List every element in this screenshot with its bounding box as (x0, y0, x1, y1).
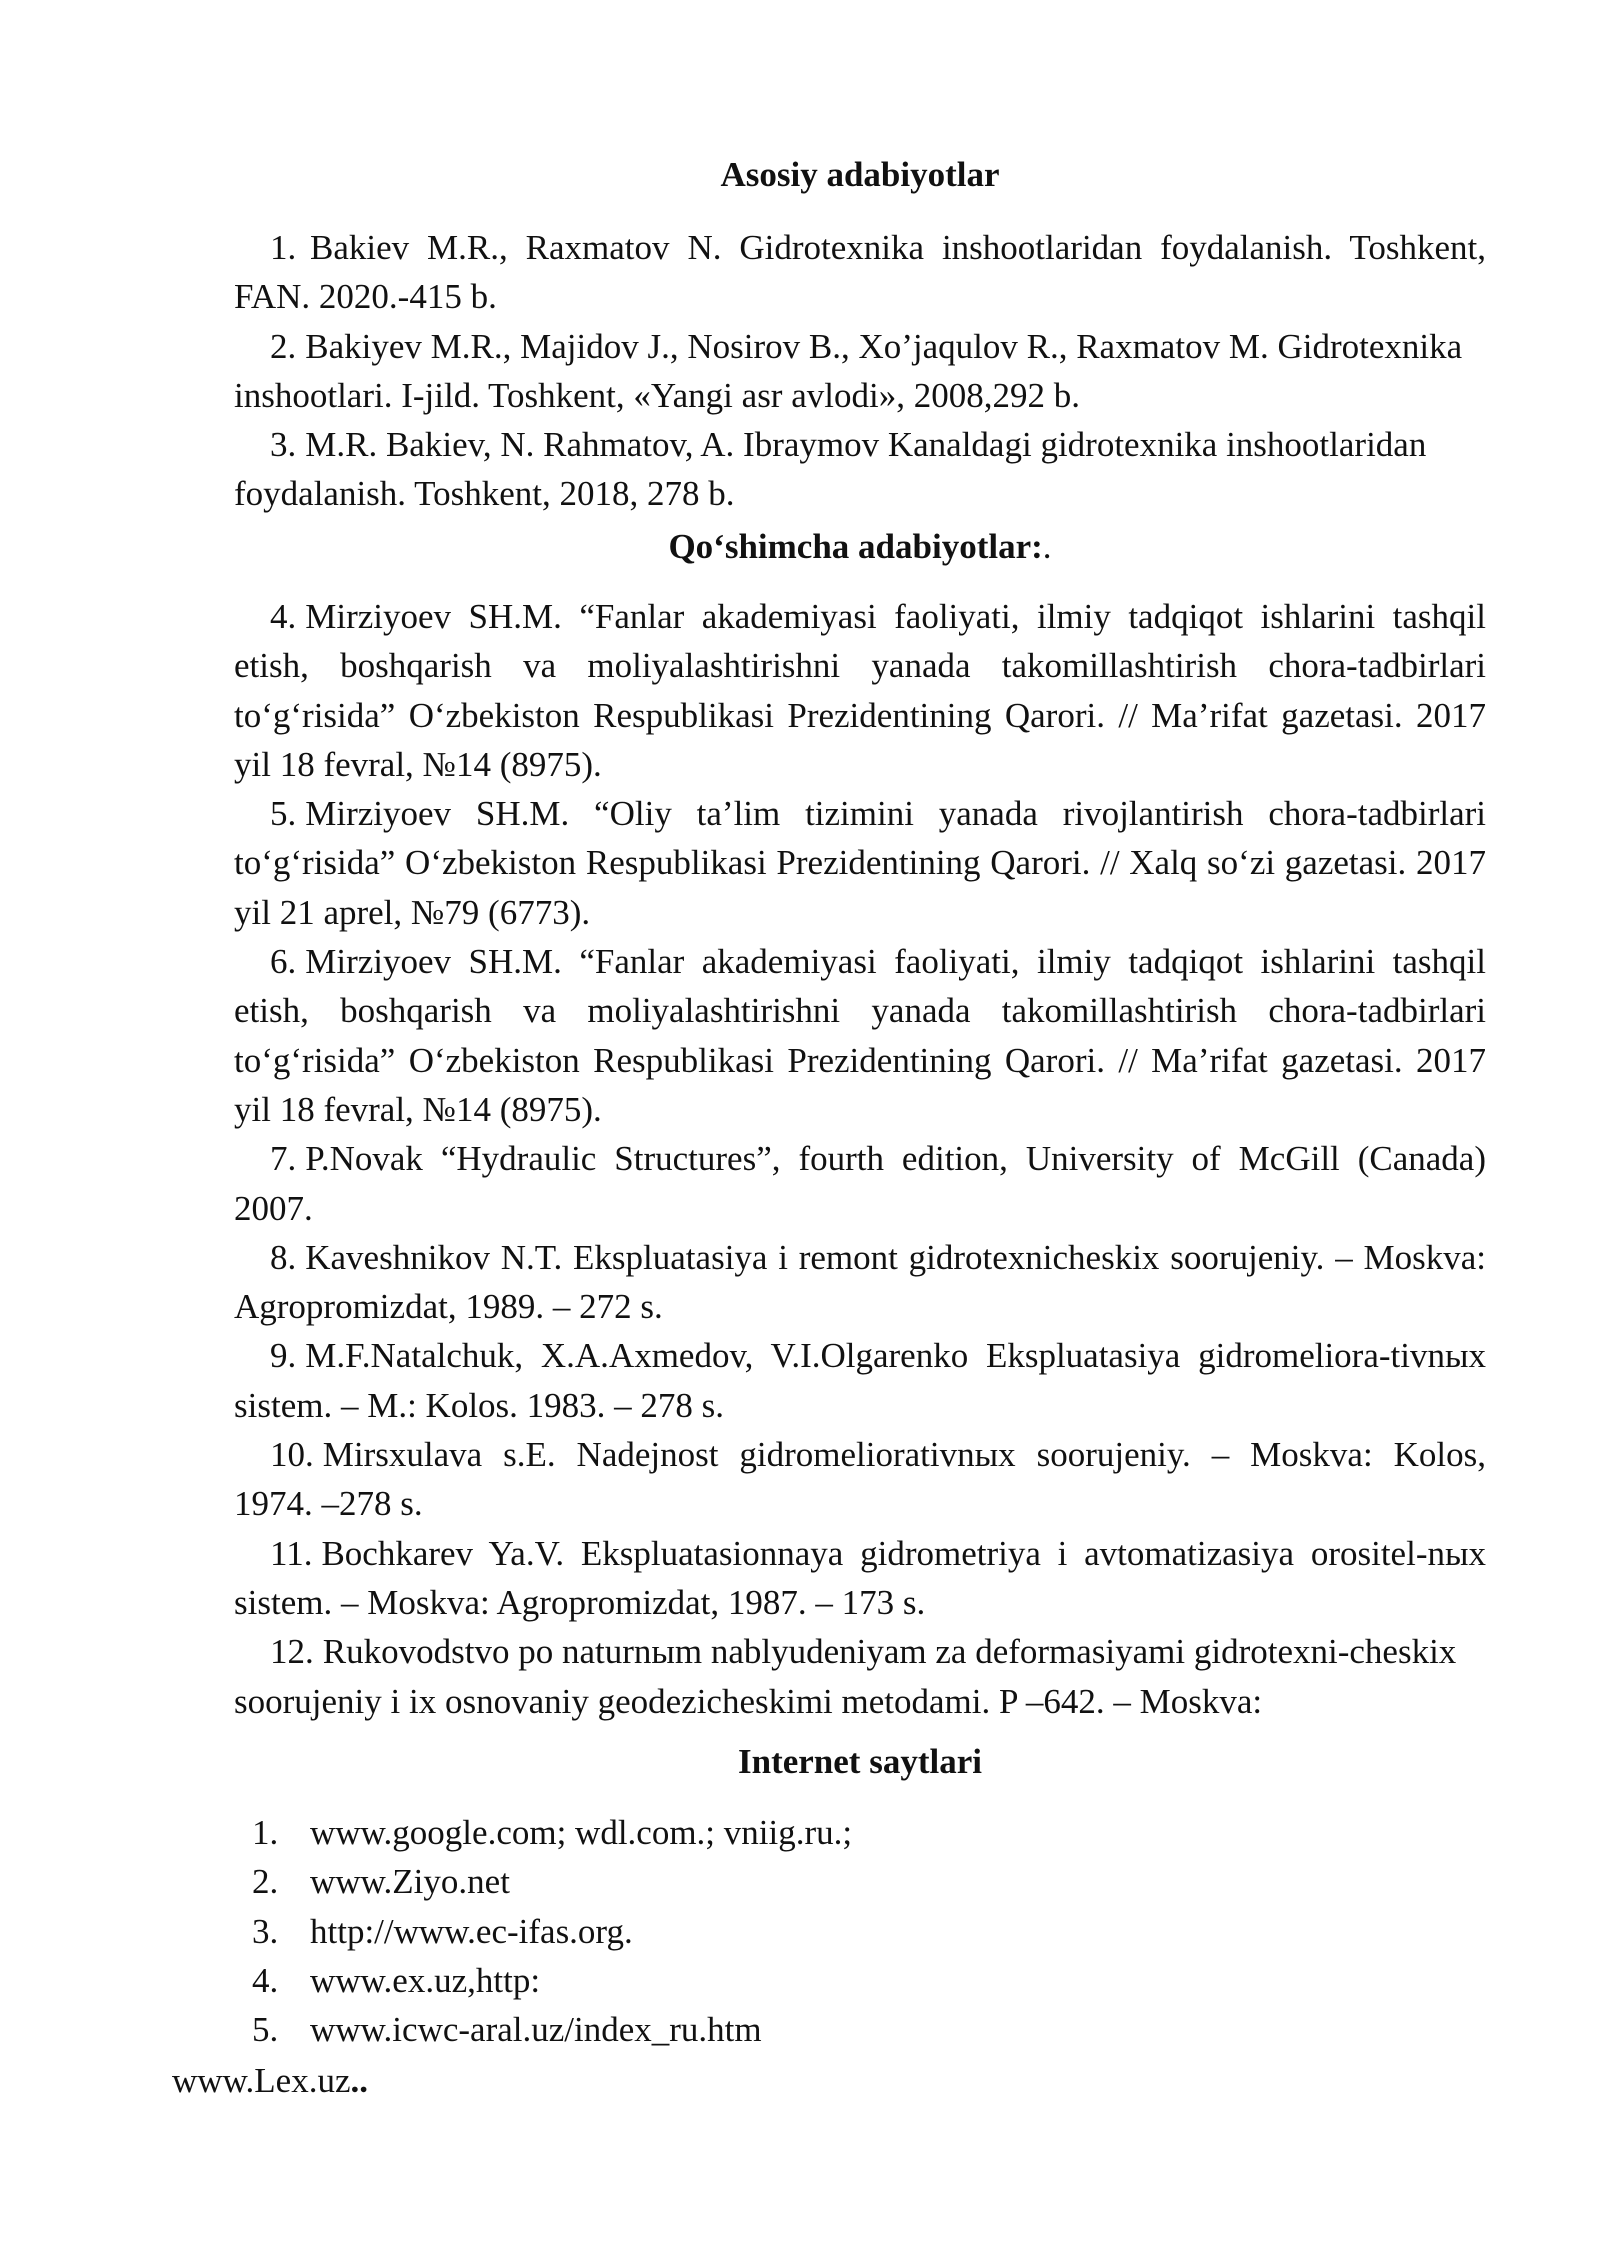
reference-item (234, 937, 1486, 1134)
reference-number: 11. (270, 1533, 313, 1573)
reference-item (234, 1627, 1486, 1726)
site-number: 5. (252, 2010, 279, 2050)
reference-text: Kaveshnikov N.T. Ekspluatasiya i remont gidrotexnicheskix soorujeniy. – Moskva: Agropromizdat, 1989. – 272 s. (234, 1237, 1486, 1327)
internet-site-item (252, 1907, 852, 1956)
reference-item (234, 223, 1486, 322)
site-address: www.google.com; wdl.com.; vniig.ru.; (310, 1813, 853, 1852)
reference-item (234, 592, 1486, 789)
reference-item (234, 322, 1486, 421)
reference-number: 10. (270, 1435, 314, 1475)
reference-number: 4. (270, 597, 297, 636)
reference-text: Bakiyev M.R., Majidov J., Nosirov B., Xo’jaqulov R., Raxmatov M. Gidrotexnika inshootlari. I-jild. Toshkent, «Yangi asr avlodi», 2008,292 b. (234, 326, 1463, 415)
reference-text: P.Novak “Hydraulic Structures”, fourth edition, University of McGill (Canada) 2007. (234, 1139, 1486, 1228)
reference-item (234, 1134, 1486, 1233)
internet-sites-heading: Internet saytlari (738, 1742, 982, 1781)
reference-item (234, 420, 1486, 519)
reference-number: 1. (270, 228, 297, 267)
internet-sites-list (252, 1808, 852, 2054)
reference-number: 3. (270, 425, 297, 465)
reference-text: Mirsxulava s.E. Nadejnost gidromeliorativnыx soorujeniy. – Moskva: Kolos, 1974. –278 s. (234, 1435, 1486, 1524)
footer-site (172, 2056, 368, 2105)
main-literature-heading: Asosiy adabiyotlar (720, 155, 1000, 194)
internet-site-item (252, 1808, 852, 1857)
reference-text: Bakiev M.R., Raxmatov N. Gidrotexnika inshootlaridan foydalanish. Toshkent, FAN. 2020.-415 b. (234, 228, 1486, 317)
footer-site-dots: .. (350, 2061, 369, 2100)
reference-text: Mirziyoev SH.M. “Oliy ta’lim tizimini yanada rivojlantirish chora-tadbirlari to‘g‘risida” O‘zbekiston Respublikasi Prezidentining Qarori. // Xalq so‘zi gazetasi. 2017 yil 21 aprel, №79 (6773). (234, 794, 1486, 932)
site-address: www.ex.uz,http: (310, 1960, 541, 2000)
reference-text: Bochkarev Ya.V. Ekspluatasionnaya gidrometriya i avtomatizasiya orositel-nыx sistem. – Moskva: Agropromizdat, 1987. – 173 s. (234, 1533, 1486, 1622)
reference-number: 12. (270, 1632, 314, 1672)
reference-item (234, 1331, 1486, 1430)
internet-site-item (252, 2005, 852, 2054)
additional-literature-heading (240, 522, 1480, 571)
site-address: www.Ziyo.net (310, 1862, 510, 1902)
site-address: www.icwc-aral.uz/index_ru.htm (310, 2010, 762, 2050)
additional-literature-list (234, 592, 1486, 1726)
reference-number: 8. (270, 1237, 297, 1277)
main-literature-list (234, 223, 1486, 519)
internet-site-item (252, 1956, 852, 2005)
site-number: 3. (252, 1911, 279, 1951)
reference-item (234, 1233, 1486, 1332)
reference-number: 9. (270, 1336, 297, 1376)
additional-heading-text: Qo‘shimcha adabiyotlar: (668, 527, 1043, 566)
reference-item (234, 789, 1486, 937)
reference-text: Mirziyoev SH.M. “Fanlar akademiyasi faoliyati, ilmiy tadqiqot ishlarini tashqil etish, boshqarish va moliyalashtirishni yanada takomillashtirish chora-tadbirlari to‘g‘risida” O‘zbekiston Respublikasi Prezidentining Qarori. // Ma’rifat gazetasi. 2017 yil 18 fevral, №14 (8975). (234, 942, 1486, 1129)
reference-text: Mirziyoev SH.M. “Fanlar akademiyasi faoliyati, ilmiy tadqiqot ishlarini tashqil etish, boshqarish va moliyalashtirishni yanada takomillashtirish chora-tadbirlari to‘g‘risida” O‘zbekiston Respublikasi Prezidentining Qarori. // Ma’rifat gazetasi. 2017 yil 18 fevral, №14 (8975). (234, 597, 1486, 784)
reference-number: 6. (270, 942, 297, 982)
site-number: 4. (252, 1960, 279, 2000)
footer-site-text: www.Lex.uz (172, 2061, 351, 2100)
reference-number: 2. (270, 326, 297, 366)
reference-number: 5. (270, 794, 297, 834)
site-number: 2. (252, 1862, 279, 1902)
reference-item (234, 1430, 1486, 1529)
reference-number: 7. (270, 1139, 297, 1179)
reference-text: M.F.Natalchuk, X.A.Axmedov, V.I.Olgarenko Ekspluatasiya gidromeliora-tivnыx sistem. – M.: Kolos. 1983. – 278 s. (234, 1336, 1486, 1425)
reference-text: Rukovodstvo po naturnыm nablyudeniyam za deformasiyami gidrotexni-cheskix soorujeniy i ix osnovaniy geodezicheskimi metodami. P –642. – Moskva: (234, 1632, 1457, 1721)
additional-heading-trail: . (1042, 527, 1052, 566)
site-number: 1. (252, 1813, 279, 1852)
internet-site-item (252, 1857, 852, 1906)
reference-item (234, 1529, 1486, 1628)
site-address: http://www.ec-ifas.org. (310, 1911, 633, 1951)
reference-text: M.R. Bakiev, N. Rahmatov, A. Ibraymov Kanaldagi gidrotexnika inshootlaridan foydalanish. Toshkent, 2018, 278 b. (234, 425, 1427, 514)
